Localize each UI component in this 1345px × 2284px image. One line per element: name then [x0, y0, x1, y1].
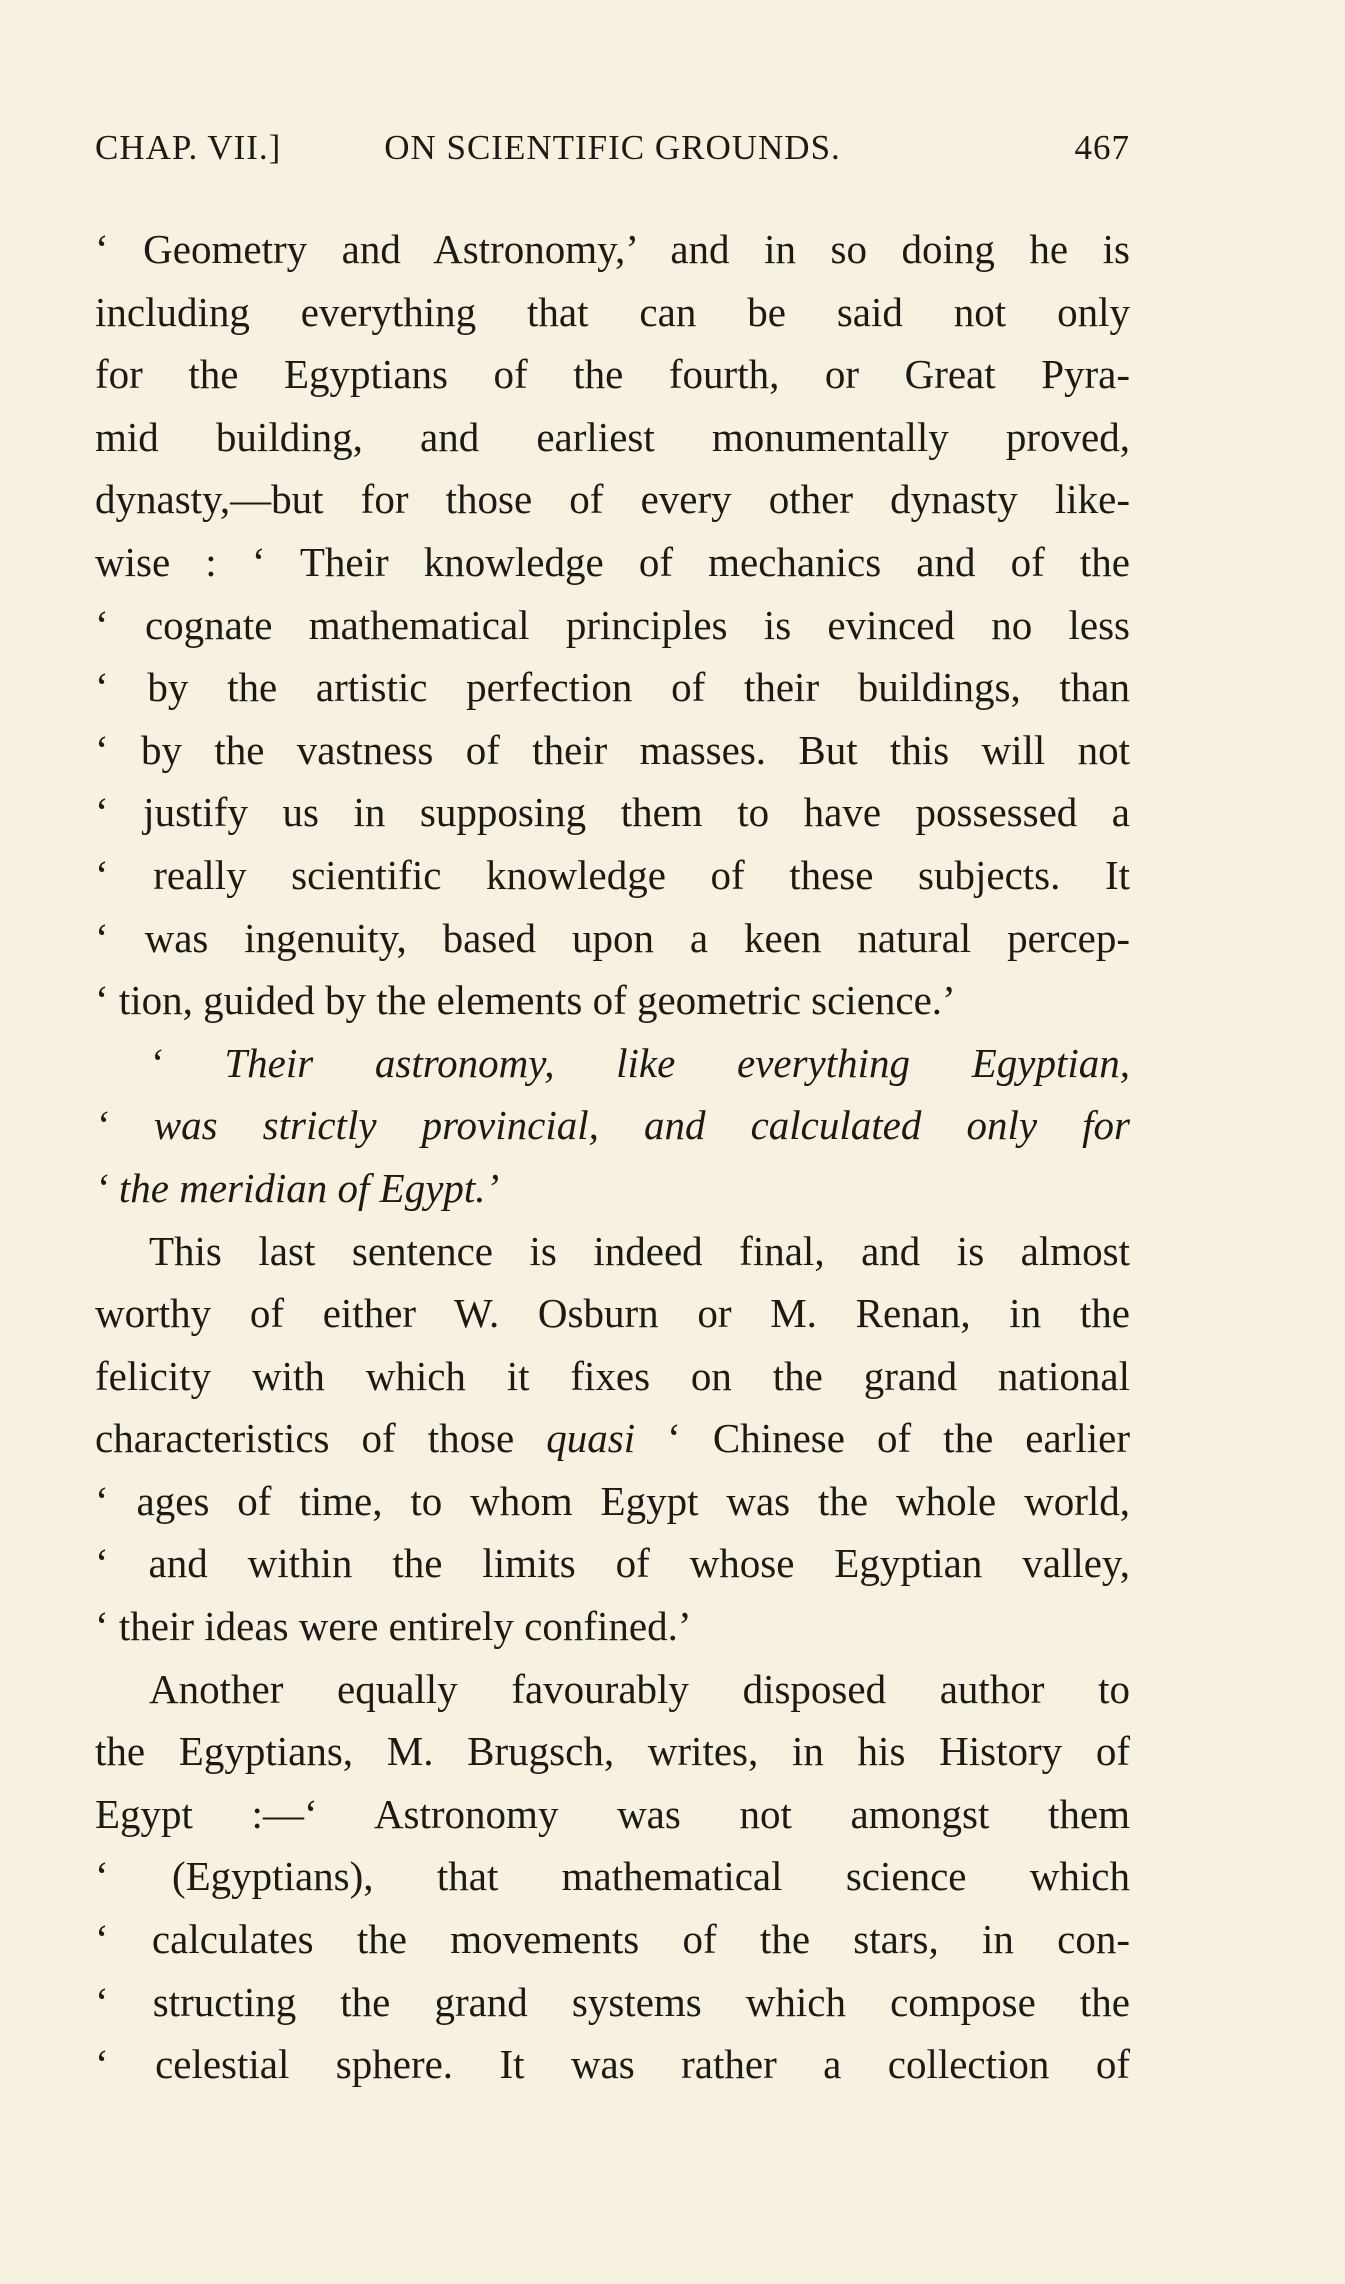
text-line: including everything that can be said not only [95, 288, 1130, 335]
italic-quote-line: ‘ the meridian of Egypt.’ [95, 1164, 500, 1211]
body-text [95, 218, 1130, 2096]
text-line: for the Egyptians of the fourth, or Great Pyra- [95, 351, 1130, 398]
text-line: ‘ celestial sphere. It was rather a collection of [95, 2041, 1130, 2088]
text-line: felicity with which it fixes on the grand national [95, 1352, 1130, 1399]
text-line: This last sentence is indeed final, and is almost [149, 1227, 1130, 1274]
page-number: 467 [1074, 128, 1130, 167]
text-line: worthy of either W. Osburn or M. Renan, in the [95, 1290, 1130, 1337]
text-line: ‘ and within the limits of whose Egyptian valley, [95, 1540, 1130, 1587]
text-line: mid building, and earliest monumentally proved, [95, 413, 1130, 460]
text-line: ‘ by the vastness of their masses. But this will not [95, 726, 1130, 773]
running-header [95, 128, 1130, 188]
italic-quote-line: ‘ was strictly provincial, and calculated only for [95, 1102, 1130, 1149]
running-title: ON SCIENTIFIC GROUNDS. [384, 128, 841, 167]
text-line: ‘ structing the grand systems which compose the [95, 1978, 1130, 2025]
text-line: ‘ by the artistic perfection of their buildings, than [95, 664, 1130, 711]
text-line: ‘ was ingenuity, based upon a keen natural percep- [95, 914, 1130, 961]
text-segment: ‘ Chinese of the earlier [635, 1415, 1130, 1462]
text-line: Another equally favourably disposed author to [149, 1665, 1130, 1712]
text-line: ‘ their ideas were entirely confined.’ [95, 1603, 692, 1650]
italic-quote-line: ‘ Their astronomy, like everything Egyptian, [149, 1039, 1130, 1086]
text-line: wise : ‘ Their knowledge of mechanics and of the [95, 538, 1130, 585]
text-segment: characteristics of those [95, 1415, 547, 1462]
text-line: dynasty,—but for those of every other dynasty like- [95, 476, 1130, 523]
text-line: Egypt :—‘ Astronomy was not amongst them [95, 1790, 1130, 1837]
text-line: ‘ calculates the movements of the stars, in con- [95, 1916, 1130, 1963]
text-line [95, 1407, 1130, 1470]
text-line: ‘ really scientific knowledge of these subjects. It [95, 851, 1130, 898]
text-line: ‘ cognate mathematical principles is evinced no less [95, 601, 1130, 648]
text-line: ‘ ages of time, to whom Egypt was the whole world, [95, 1477, 1130, 1524]
text-line: ‘ tion, guided by the elements of geometric science.’ [95, 977, 956, 1024]
italic-word: quasi [546, 1415, 636, 1462]
text-line: ‘ justify us in supposing them to have possessed a [95, 789, 1130, 836]
chapter-label: CHAP. VII.] [95, 128, 282, 167]
text-line: ‘ (Egyptians), that mathematical science which [95, 1853, 1130, 1900]
text-line: ‘ Geometry and Astronomy,’ and in so doing he is [95, 226, 1130, 272]
text-line: the Egyptians, M. Brugsch, writes, in his History of [95, 1728, 1130, 1775]
